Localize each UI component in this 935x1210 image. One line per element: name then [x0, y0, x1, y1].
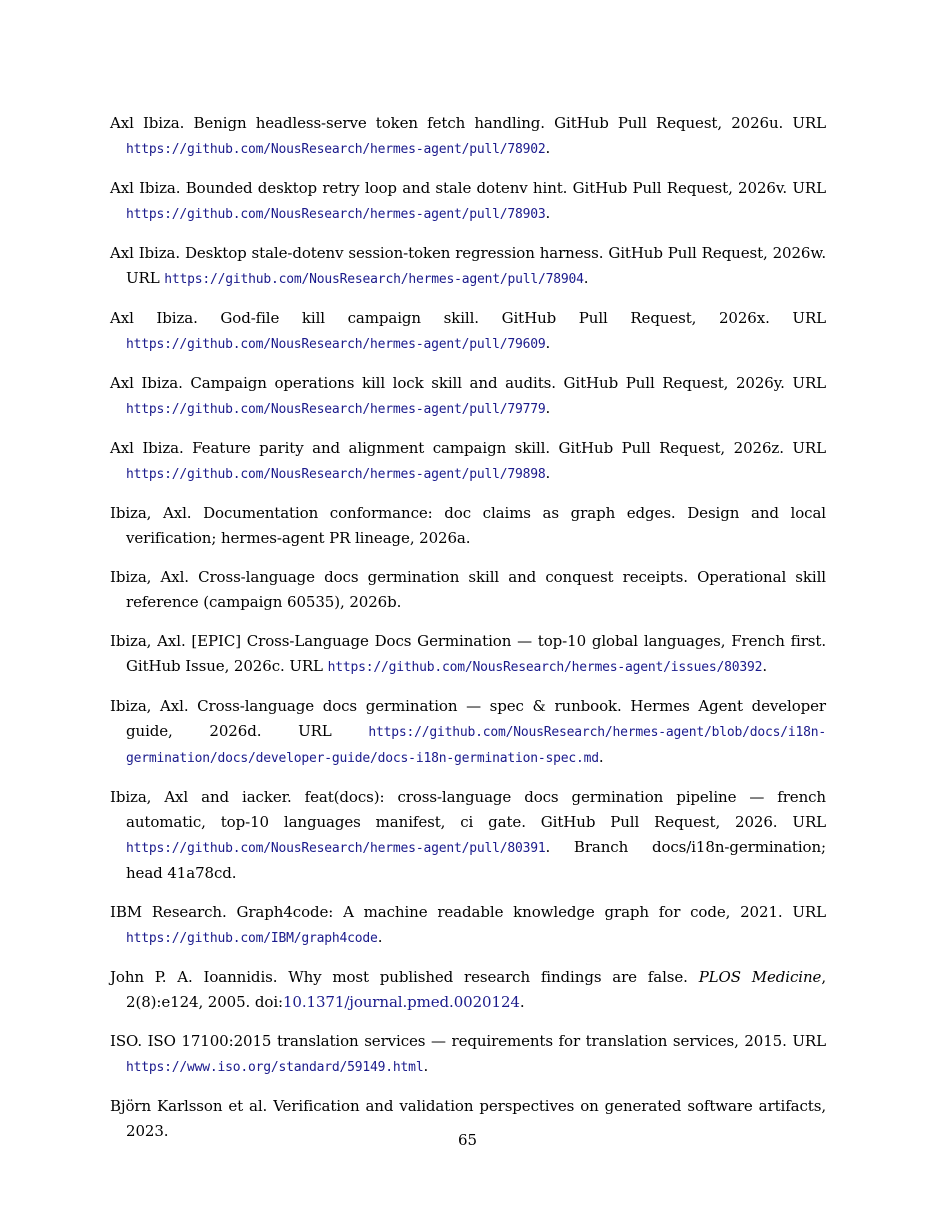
reference-entry [110, 694, 826, 771]
reference-entry [110, 785, 826, 886]
reference-tail: . [762, 657, 767, 675]
reference-text: Ibiza, Axl and iacker. feat(docs): cross-language docs germination pipeline — french automatic, top-10 languages manifest, ci gate. GitHub Pull Request, 2026. URL [110, 788, 826, 831]
reference-url-link[interactable]: https://github.com/NousResearch/hermes-agent/pull/79898 [126, 467, 546, 482]
reference-entry [110, 371, 826, 422]
reference-url-link[interactable]: https://github.com/NousResearch/hermes-agent/pull/80391 [126, 841, 546, 856]
reference-entry [110, 565, 826, 615]
reference-entry [110, 1029, 826, 1080]
reference-entry [110, 241, 826, 292]
reference-url-link[interactable]: https://github.com/NousResearch/hermes-agent/pull/79609 [126, 337, 546, 352]
reference-entry [110, 965, 826, 1015]
reference-text: Axl Ibiza. Campaign operations kill lock skill and audits. GitHub Pull Request, 2026y. URL [110, 374, 826, 392]
reference-tail: . [545, 399, 551, 417]
reference-text: Axl Ibiza. Feature parity and alignment campaign skill. GitHub Pull Request, 2026z. URL [110, 439, 826, 457]
reference-tail: . [545, 334, 551, 352]
bibliography-list [110, 111, 826, 1158]
reference-text: Axl Ibiza. Desktop stale-dotenv session-token regression harness. GitHub Pull Request, 2026w. URL [110, 244, 826, 287]
page-number: 65 [457, 1131, 478, 1149]
reference-entry [110, 306, 826, 357]
reference-entry [110, 629, 826, 680]
reference-entry [110, 501, 826, 551]
reference-entry [110, 111, 826, 162]
reference-text: Ibiza, Axl. Cross-language docs germination — spec & runbook. Hermes Agent developer guide, 2026d. URL [110, 697, 826, 740]
reference-text: Axl Ibiza. Bounded desktop retry loop and stale dotenv hint. GitHub Pull Request, 2026v. URL [110, 179, 826, 197]
reference-text: ISO. ISO 17100:2015 translation services — requirements for translation services, 2015. URL [110, 1032, 826, 1050]
reference-text: Ibiza, Axl. [EPIC] Cross-Language Docs Germination — top-10 global languages, French first. GitHub Issue, 2026c. URL [110, 632, 826, 675]
reference-url-link[interactable]: https://github.com/NousResearch/hermes-agent/blob/docs/i18n-germination/docs/developer-guide/docs-i18n-germination-spec.md [126, 725, 826, 766]
reference-text: Ibiza, Axl. Documentation conformance: doc claims as graph edges. Design and local verification; hermes-agent PR lineage, 2026a. [110, 504, 826, 547]
reference-text: IBM Research. Graph4code: A machine readable knowledge graph for code, 2021. URL [110, 903, 826, 921]
reference-entry [110, 900, 826, 951]
reference-url-link[interactable]: https://github.com/NousResearch/hermes-agent/pull/78902 [126, 142, 546, 157]
reference-url-link[interactable]: https://github.com/IBM/graph4code [126, 931, 378, 946]
reference-entry [110, 436, 826, 487]
reference-tail: . [377, 928, 383, 946]
reference-tail: . [423, 1057, 429, 1075]
reference-text: Ibiza, Axl. Cross-language docs germination skill and conquest receipts. Operational skill reference (campaign 60535), 2026b. [110, 568, 826, 611]
reference-text: Axl Ibiza. God-file kill campaign skill. GitHub Pull Request, 2026x. URL [110, 309, 826, 327]
reference-tail: . [545, 204, 551, 222]
reference-text: Axl Ibiza. Benign headless-serve token fetch handling. GitHub Pull Request, 2026u. URL [110, 114, 826, 132]
reference-tail: . [545, 139, 551, 157]
reference-url-link[interactable]: https://github.com/NousResearch/hermes-agent/pull/78904 [164, 272, 584, 287]
reference-tail: . [598, 748, 604, 766]
reference-url-link[interactable]: https://github.com/NousResearch/hermes-agent/pull/79779 [126, 402, 546, 417]
reference-entry [110, 176, 826, 227]
reference-tail: . [545, 464, 551, 482]
reference-tail: . [583, 269, 589, 287]
reference-url-link[interactable]: https://github.com/NousResearch/hermes-agent/issues/80392 [327, 660, 763, 675]
doi-link[interactable]: 10.1371/journal.pmed.0020124 [282, 993, 520, 1011]
reference-text: Björn Karlsson et al. Verification and validation perspectives on generated software artifacts, 2023. [110, 1097, 826, 1140]
reference-tail: . Branch docs/i18n-germination; head 41a78cd. [126, 838, 826, 882]
reference-text-after: , 2(8):e124, 2005. doi: [126, 968, 827, 1011]
reference-tail: . [519, 993, 525, 1011]
journal-title: PLOS Medicine [698, 968, 822, 986]
reference-url-link[interactable]: https://www.iso.org/standard/59149.html [126, 1060, 424, 1075]
reference-url-link[interactable]: https://github.com/NousResearch/hermes-agent/pull/78903 [126, 207, 546, 222]
reference-text: John P. A. Ioannidis. Why most published research findings are false. [110, 968, 699, 986]
